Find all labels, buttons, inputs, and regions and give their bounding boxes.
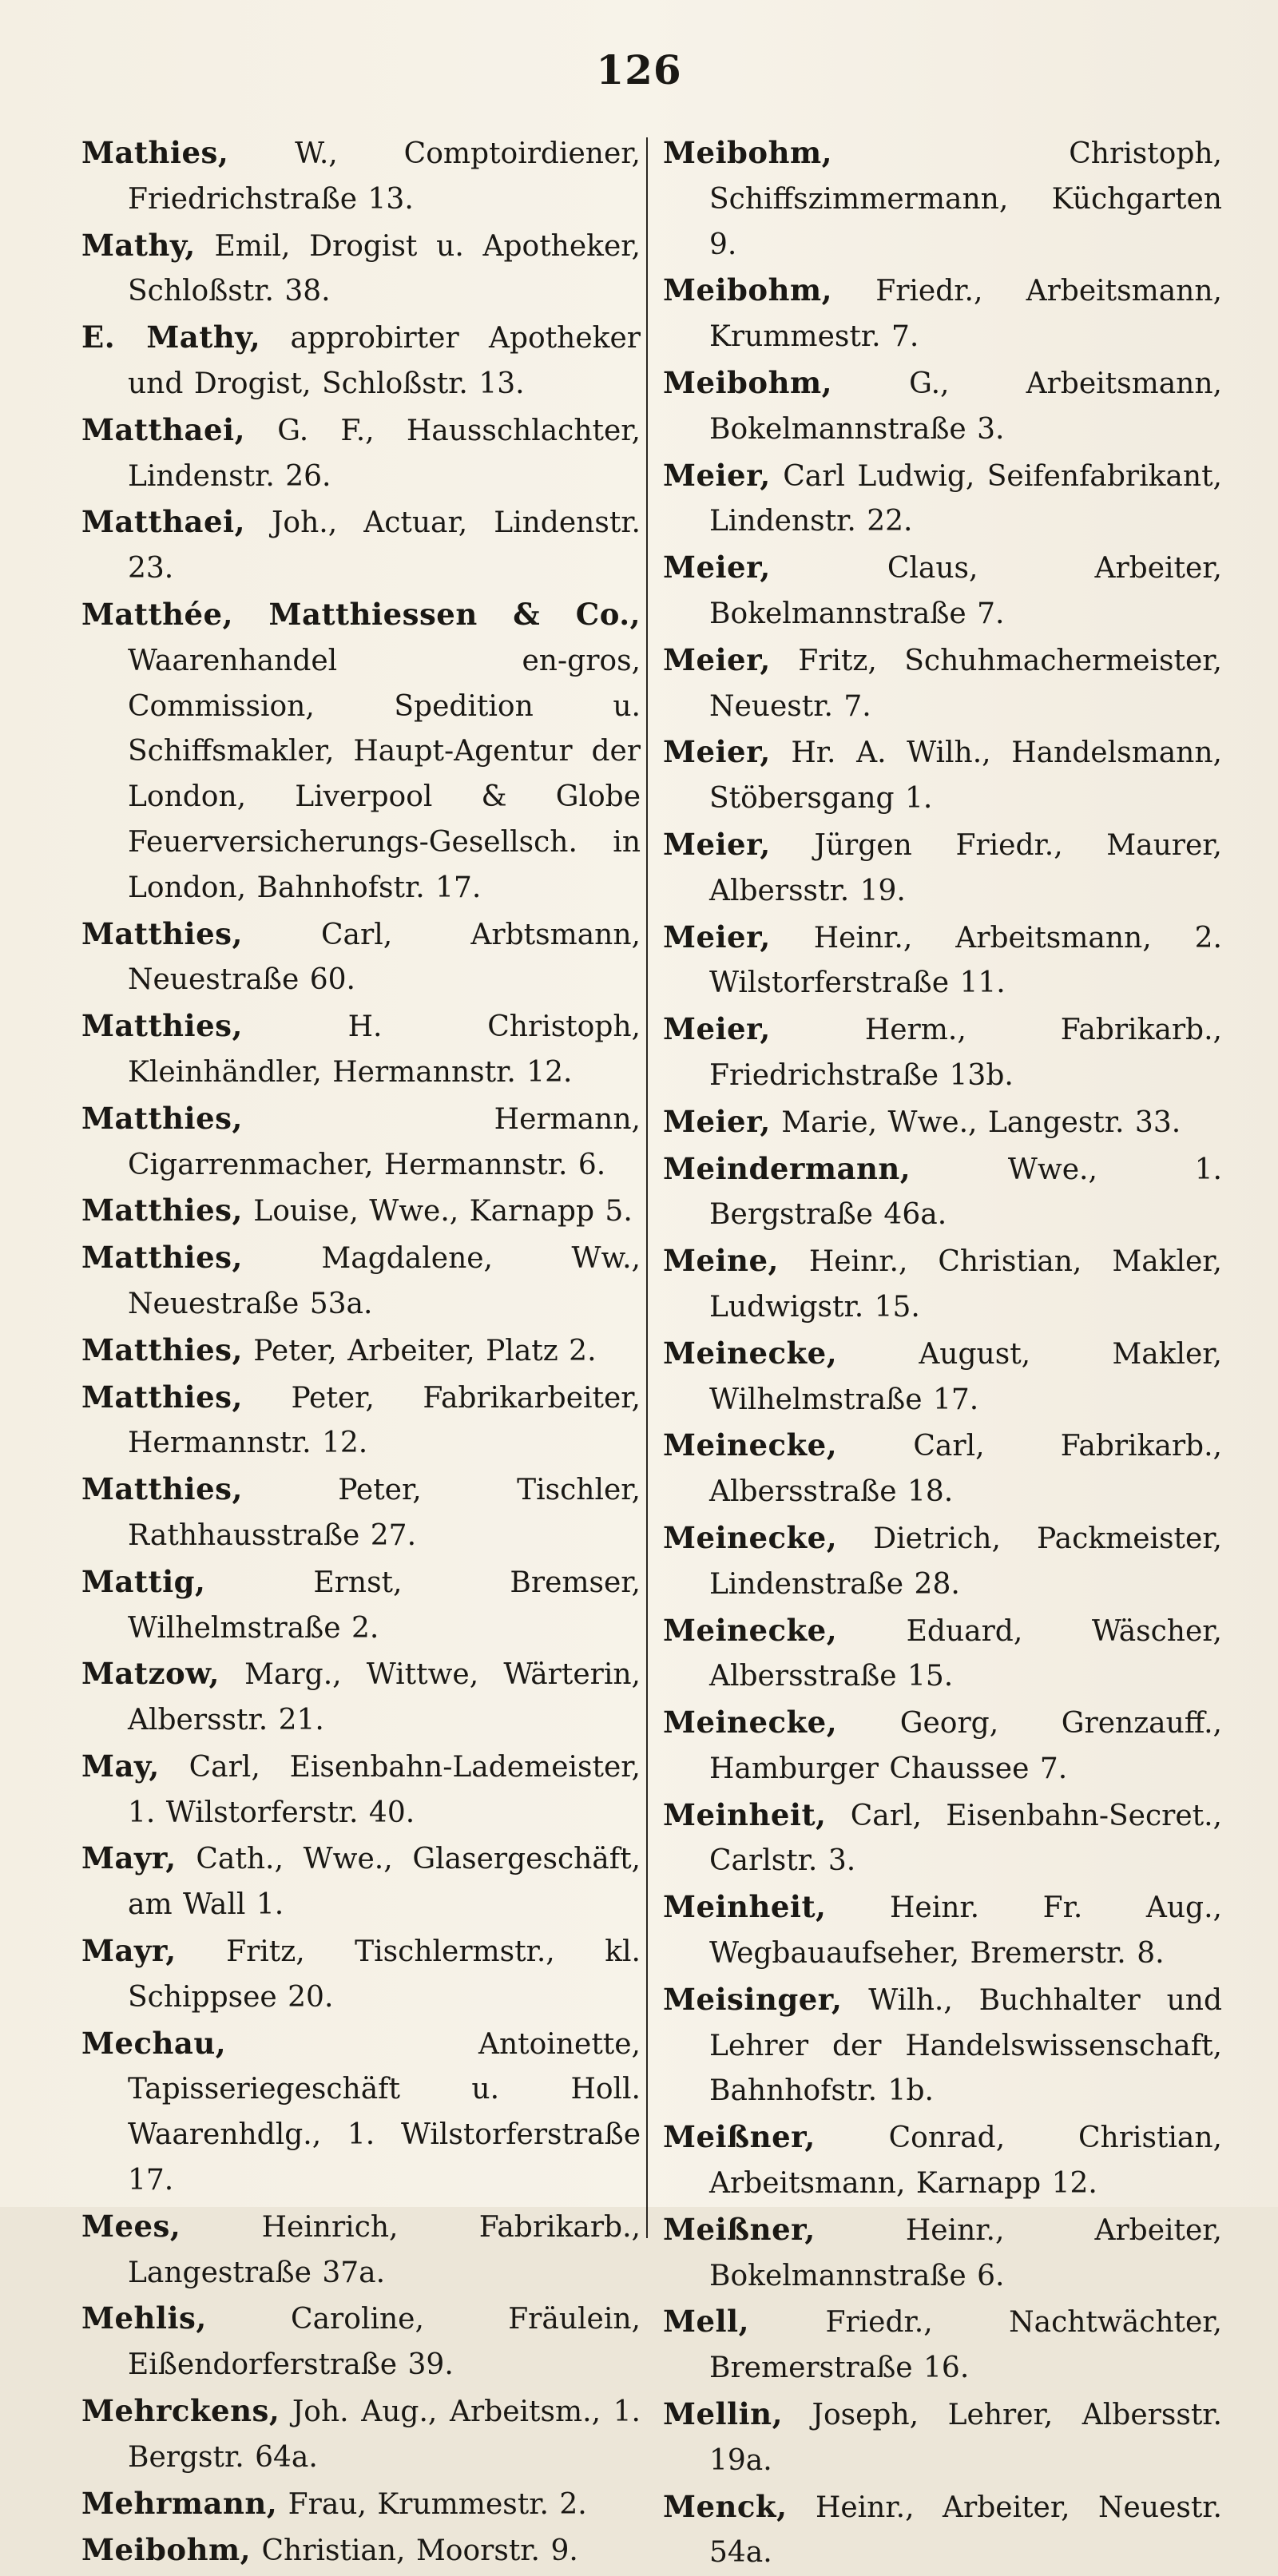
entry-name: Matzow, bbox=[81, 1656, 220, 1692]
right-column bbox=[663, 130, 1222, 2576]
entry-details: Joseph, Lehrer, Albersstr. 19a. bbox=[709, 2399, 1222, 2477]
entry-details: Cath., Wwe., Glasergeschäft, am Wall 1. bbox=[128, 1843, 641, 1922]
directory-entry bbox=[81, 592, 641, 911]
directory-entry bbox=[81, 1467, 641, 1559]
entry-name: Matthies, bbox=[81, 915, 243, 951]
directory-entry bbox=[663, 1608, 1222, 1701]
directory-entry bbox=[81, 1096, 641, 1189]
directory-entry bbox=[663, 453, 1222, 546]
entry-name: Meier, bbox=[663, 734, 771, 770]
entry-details: Friedr., Nachtwächter, Bremerstraße 16. bbox=[709, 2306, 1222, 2385]
entry-details: Dietrich, Packmeister, Lindenstraße 28. bbox=[709, 1522, 1222, 1601]
entry-details: Friedr., Arbeitsmann, Krummestr. 7. bbox=[709, 275, 1222, 354]
directory-entry bbox=[81, 2021, 641, 2204]
entry-details: Carl Ludwig, Seifenfabrikant, Lindenstr. 22. bbox=[709, 459, 1222, 538]
entry-name: Mayr, bbox=[81, 1933, 177, 1969]
entry-details: Heinr., Christian, Makler, Ludwigstr. 15. bbox=[709, 1245, 1222, 1324]
entry-name: Meine, bbox=[663, 1243, 779, 1279]
entry-details: Jürgen Friedr., Maurer, Albersstr. 19. bbox=[709, 828, 1222, 907]
directory-entry bbox=[81, 1559, 641, 1652]
entry-details: Emil, Drogist u. Apotheker, Schloßstr. 38. bbox=[128, 229, 641, 308]
entry-details: Antoinette, Tapisseriegeschäft u. Holl. Waarenhdlg., 1. Wilstorferstraße 17. bbox=[128, 2027, 641, 2197]
entry-name: Meinecke, bbox=[663, 1612, 838, 1648]
entry-details: Joh., Actuar, Lindenstr. 23. bbox=[128, 506, 641, 585]
entry-details: Heinrich, Fabrikarb., Langestraße 37a. bbox=[128, 2210, 641, 2289]
entry-name: Meier, bbox=[663, 1103, 771, 1139]
directory-entry bbox=[663, 822, 1222, 915]
directory-entry bbox=[663, 1238, 1222, 1331]
directory-entry bbox=[663, 1977, 1222, 2114]
directory-entry bbox=[81, 1188, 641, 1235]
directory-entry bbox=[663, 637, 1222, 730]
entry-name: Mattig, bbox=[81, 1563, 206, 1599]
entry-details: approbirter Apotheker und Drogist, Schloßstr. 13. bbox=[128, 322, 641, 400]
entry-details: Wilh., Buchhalter und Lehrer der Handelswissenschaft, Bahnhofstr. 1b. bbox=[709, 1983, 1223, 2108]
directory-entry bbox=[663, 2299, 1222, 2391]
entry-details: Heinr. Fr. Aug., Wegbauaufseher, Bremerstr. 8. bbox=[709, 1891, 1222, 1971]
directory-entry bbox=[663, 729, 1222, 822]
entry-name: Mehrckens, bbox=[81, 2393, 280, 2429]
entry-details: G., Arbeitsmann, Bokelmannstraße 3. bbox=[709, 367, 1222, 446]
entry-name: Matthée, Matthiessen & Co., bbox=[81, 596, 641, 632]
directory-entry bbox=[663, 2114, 1222, 2207]
entry-name: Matthies, bbox=[81, 1100, 243, 1136]
entry-name: Meier, bbox=[663, 919, 771, 955]
entry-name: Mathy, bbox=[81, 227, 196, 263]
entry-name: Meinecke, bbox=[663, 1335, 838, 1371]
directory-entry bbox=[663, 2484, 1222, 2576]
entry-name: Meibohm, bbox=[663, 272, 833, 308]
directory-entry bbox=[81, 315, 641, 407]
directory-entry bbox=[81, 1003, 641, 1096]
entry-name: Meinecke, bbox=[663, 1427, 838, 1463]
entry-details: Christoph, Schiffszimmermann, Küchgarten 9. bbox=[709, 137, 1222, 261]
entry-details: Peter, Arbeiter, Platz 2. bbox=[253, 1334, 597, 1367]
directory-entry bbox=[663, 1146, 1222, 1239]
entry-details: H. Christoph, Kleinhändler, Hermannstr. 12. bbox=[128, 1010, 641, 1089]
entry-name: Matthaei, bbox=[81, 504, 245, 540]
entry-details: Caroline, Fräulein, Eißendorferstraße 39. bbox=[128, 2303, 641, 2382]
directory-entry bbox=[663, 1700, 1222, 1792]
entry-name: Mees, bbox=[81, 2208, 181, 2244]
entry-details: Georg, Grenzauff., Hamburger Chaussee 7. bbox=[709, 1707, 1222, 1785]
entry-name: Matthies, bbox=[81, 1332, 243, 1367]
entry-details: Magdalene, Ww., Neuestraße 53a. bbox=[128, 1242, 641, 1320]
directory-entry bbox=[81, 2296, 641, 2388]
entry-name: Matthies, bbox=[81, 1240, 243, 1276]
entry-details: Conrad, Christian, Arbeitsmann, Karnapp 12. bbox=[709, 2122, 1222, 2201]
column-divider bbox=[646, 137, 648, 2238]
entry-name: Matthies, bbox=[81, 1379, 243, 1415]
directory-entry bbox=[663, 2207, 1222, 2300]
directory-entry bbox=[81, 2204, 641, 2296]
directory-entry bbox=[663, 1515, 1222, 1608]
directory-entry bbox=[81, 2388, 641, 2481]
entry-name: Mehrmann, bbox=[81, 2485, 278, 2521]
entry-name: Mechau, bbox=[81, 2025, 227, 2061]
left-column bbox=[81, 130, 641, 2574]
entry-name: Meißner, bbox=[663, 2119, 816, 2155]
directory-entry bbox=[663, 545, 1222, 637]
directory-entry bbox=[81, 1235, 641, 1328]
entry-name: Meier, bbox=[663, 550, 771, 585]
entry-name: E. Mathy, bbox=[81, 320, 261, 355]
directory-entry bbox=[663, 1331, 1222, 1423]
entry-name: Meindermann, bbox=[663, 1150, 911, 1186]
entry-details: Fritz, Schuhmachermeister, Neuestr. 7. bbox=[709, 644, 1222, 723]
entry-details: Marie, Wwe., Langestr. 33. bbox=[781, 1105, 1181, 1139]
entry-name: Meier, bbox=[663, 641, 771, 677]
directory-entry bbox=[663, 1006, 1222, 1099]
directory-entry bbox=[81, 130, 641, 223]
directory-entry bbox=[663, 2391, 1222, 2484]
entry-name: Meibohm, bbox=[663, 364, 833, 400]
directory-entry bbox=[663, 268, 1222, 360]
entry-name: Meibohm, bbox=[81, 2532, 252, 2568]
entry-name: Matthies, bbox=[81, 1193, 243, 1228]
directory-entry bbox=[663, 915, 1222, 1007]
entry-details: August, Makler, Wilhelmstraße 17. bbox=[709, 1337, 1222, 1416]
entry-details: Carl, Eisenbahn-Secret., Carlstr. 3. bbox=[709, 1799, 1222, 1878]
entry-details: Eduard, Wäscher, Albersstraße 15. bbox=[709, 1614, 1222, 1693]
directory-entry bbox=[81, 223, 641, 316]
entry-name: Meier, bbox=[663, 1011, 771, 1047]
entry-details: Carl, Arbtsmann, Neuestraße 60. bbox=[128, 918, 641, 997]
directory-entry bbox=[81, 407, 641, 500]
entry-details: Heinr., Arbeiter, Bokelmannstraße 6. bbox=[709, 2213, 1222, 2292]
entry-name: Meinheit, bbox=[663, 1796, 827, 1832]
entry-name: Mellin, bbox=[663, 2396, 783, 2432]
entry-name: Meinheit, bbox=[663, 1889, 827, 1925]
entry-name: Mathies, bbox=[81, 135, 229, 170]
entry-details: W., Comptoirdiener, Friedrichstraße 13. bbox=[128, 137, 641, 216]
directory-entry bbox=[81, 1328, 641, 1375]
directory-entry bbox=[663, 1884, 1222, 1977]
entry-details: Herm., Fabrikarb., Friedrichstraße 13b. bbox=[709, 1014, 1222, 1092]
entry-details: Frau, Krummestr. 2. bbox=[288, 2487, 587, 2521]
directory-entry bbox=[81, 1744, 641, 1836]
entry-name: Meier, bbox=[663, 457, 771, 493]
entry-name: Matthies, bbox=[81, 1471, 243, 1507]
entry-name: Mehlis, bbox=[81, 2300, 207, 2336]
directory-entry bbox=[81, 911, 641, 1004]
entry-details: Ernst, Bremser, Wilhelmstraße 2. bbox=[128, 1566, 641, 1645]
entry-name: Menck, bbox=[663, 2488, 788, 2524]
entry-details: Joh. Aug., Arbeitsm., 1. Bergstr. 64a. bbox=[128, 2395, 641, 2474]
directory-entry bbox=[81, 499, 641, 592]
entry-details: Heinr., Arbeitsmann, 2. Wilstorferstraße 11. bbox=[709, 921, 1222, 1000]
entry-details: Marg., Wittwe, Wärterin, Albersstr. 21. bbox=[128, 1658, 641, 1737]
entry-name: Meißner, bbox=[663, 2211, 816, 2247]
entry-name: Matthaei, bbox=[81, 411, 245, 447]
entry-details: Christian, Moorstr. 9. bbox=[261, 2534, 578, 2568]
entry-name: Meisinger, bbox=[663, 1981, 843, 2017]
entry-details: Heinr., Arbeiter, Neuestr. 54a. bbox=[709, 2491, 1222, 2570]
entry-name: Meibohm, bbox=[663, 135, 833, 170]
entry-name: Meier, bbox=[663, 826, 771, 862]
directory-entry bbox=[663, 1099, 1222, 1146]
directory-entry bbox=[663, 1792, 1222, 1885]
entry-details: Waarenhandel en-gros, Commission, Spedition u. Schiffsmakler, Haupt-Agentur der London, Liverpool & Globe Feuerversicherungs-Gesellsch. in London, Bahnhofstr. 17. bbox=[128, 644, 641, 904]
directory-entry bbox=[663, 1423, 1222, 1515]
directory-entry bbox=[663, 130, 1222, 268]
entry-name: May, bbox=[81, 1748, 160, 1784]
entry-details: Peter, Fabrikarbeiter, Hermannstr. 12. bbox=[128, 1381, 641, 1460]
directory-entry bbox=[81, 2481, 641, 2528]
entry-details: Hermann, Cigarrenmacher, Hermannstr. 6. bbox=[128, 1102, 641, 1181]
directory-entry bbox=[81, 1836, 641, 1928]
entry-details: Hr. A. Wilh., Handelsmann, Stöbersgang 1. bbox=[709, 736, 1222, 816]
entry-name: Meinecke, bbox=[663, 1705, 838, 1740]
page-number: 126 bbox=[596, 46, 682, 93]
directory-entry bbox=[81, 1651, 641, 1744]
entry-details: Claus, Arbeiter, Bokelmannstraße 7. bbox=[709, 552, 1222, 630]
entry-details: Carl, Eisenbahn-Lademeister, 1. Wilstorferstr. 40. bbox=[128, 1750, 641, 1829]
entry-details: Carl, Fabrikarb., Albersstraße 18. bbox=[709, 1430, 1222, 1509]
entry-name: Mell, bbox=[663, 2304, 749, 2340]
directory-entry bbox=[81, 1928, 641, 2021]
entry-details: Peter, Tischler, Rathhausstraße 27. bbox=[128, 1474, 641, 1552]
entry-name: Meinecke, bbox=[663, 1519, 838, 1555]
directory-entry bbox=[81, 1375, 641, 1467]
entry-name: Matthies, bbox=[81, 1008, 243, 1044]
entry-details: G. F., Hausschlachter, Lindenstr. 26. bbox=[128, 414, 641, 493]
entry-details: Wwe., 1. Bergstraße 46a. bbox=[709, 1153, 1222, 1232]
entry-details: Louise, Wwe., Karnapp 5. bbox=[253, 1195, 633, 1228]
entry-name: Mayr, bbox=[81, 1840, 177, 1876]
directory-entry bbox=[81, 2527, 641, 2574]
entry-details: Fritz, Tischlermstr., kl. Schippsee 20. bbox=[128, 1935, 641, 2014]
directory-entry bbox=[663, 360, 1222, 453]
